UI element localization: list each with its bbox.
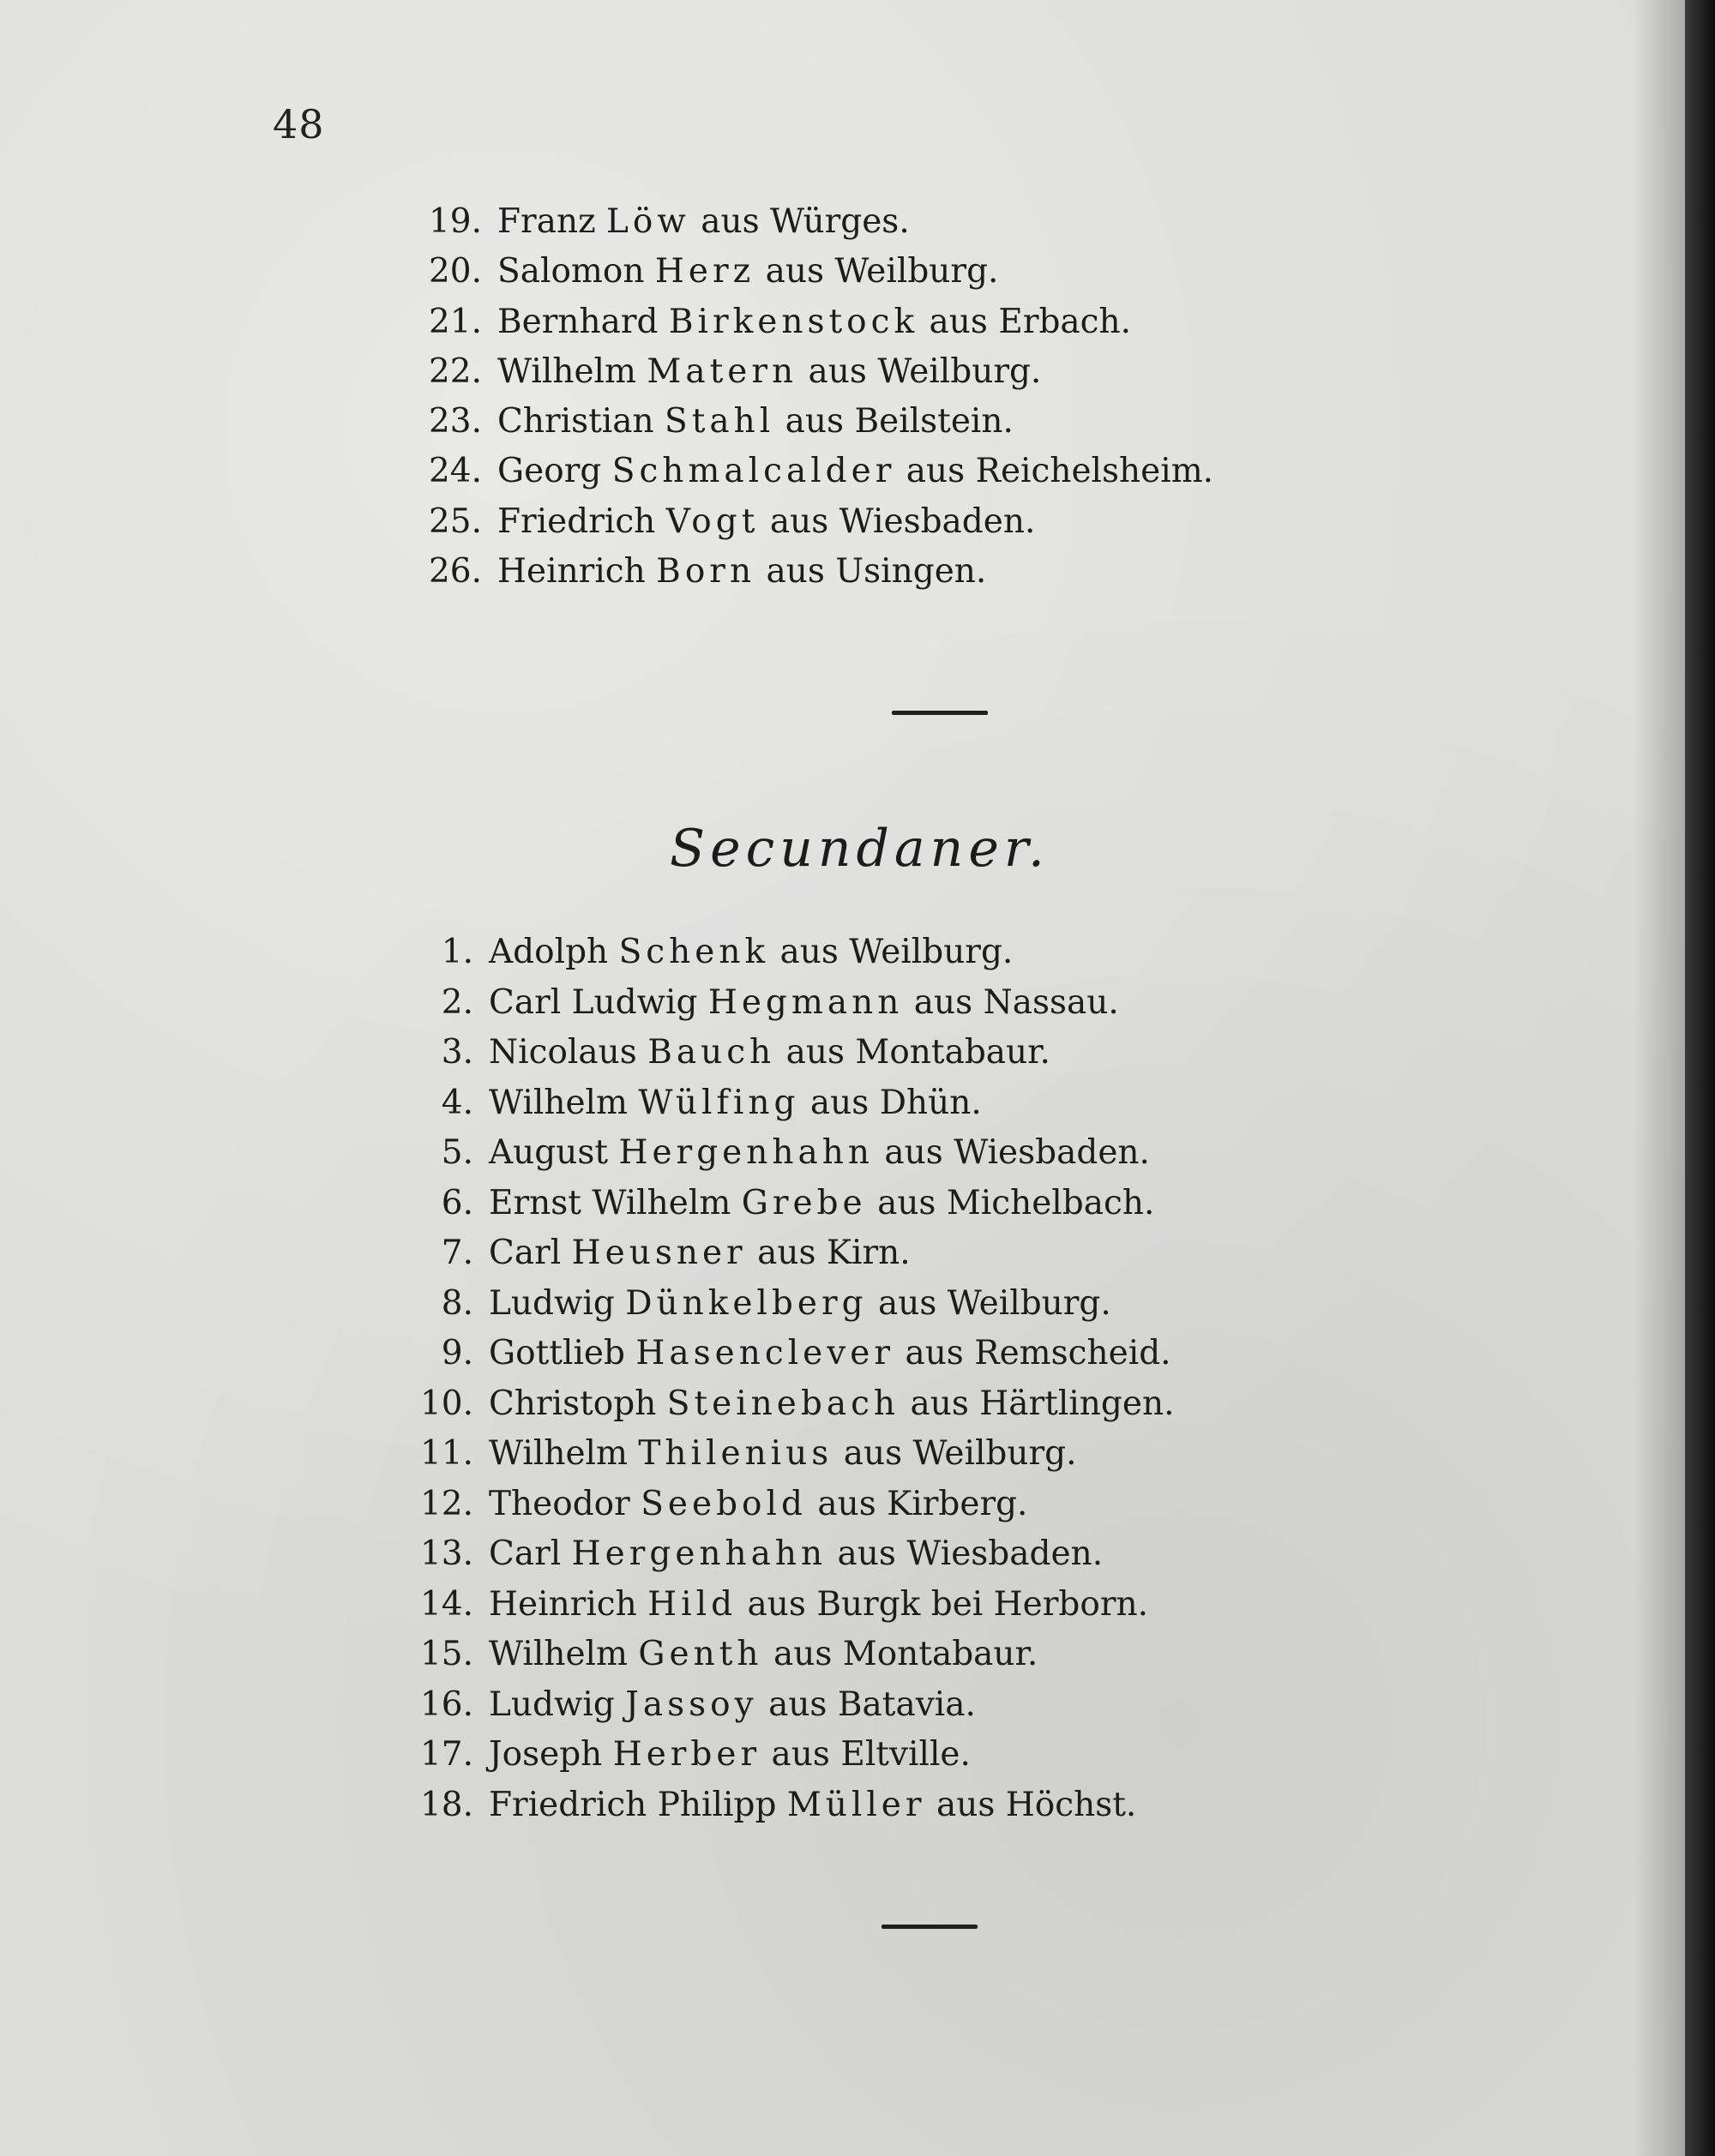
place-of-origin: Beilstein.: [854, 402, 1014, 441]
list-item: [403, 1179, 1174, 1229]
first-name: Wilhelm: [489, 1434, 628, 1473]
preposition: aus: [877, 1183, 936, 1222]
place-of-origin: Nassau.: [983, 982, 1119, 1022]
entry-number: 15.: [419, 1635, 473, 1673]
secundaner-list: [403, 928, 1174, 1830]
preposition: aus: [877, 1283, 937, 1323]
first-name: Christian: [497, 402, 654, 441]
first-name: August: [489, 1133, 609, 1172]
surname: Hegmann: [707, 982, 904, 1022]
first-name: Franz: [497, 202, 596, 241]
entry-number: 26.: [428, 552, 482, 592]
entry-number: 1.: [441, 933, 473, 971]
section-divider-bottom: [882, 1925, 978, 1929]
preposition: aus: [785, 402, 845, 441]
entry-number: 4.: [441, 1083, 473, 1122]
list-item: [403, 1078, 1174, 1129]
preposition: aus: [837, 1534, 896, 1573]
surname: Jassoy: [625, 1685, 758, 1724]
first-name: Friedrich: [497, 501, 656, 541]
place-of-origin: Remscheid.: [974, 1334, 1171, 1372]
entry-number: 8.: [441, 1283, 473, 1323]
first-name: Nicolaus: [489, 1033, 637, 1072]
preposition: aus: [884, 1133, 943, 1172]
entry-number: 18.: [419, 1785, 473, 1824]
surname: Thilenius: [638, 1434, 833, 1473]
surname: Dünkelberg: [625, 1283, 868, 1323]
preposition: aus: [817, 1484, 876, 1523]
list-item: [412, 197, 1213, 247]
surname: Müller: [786, 1785, 926, 1824]
preposition: aus: [769, 501, 829, 541]
first-name: Heinrich: [489, 1584, 637, 1624]
section-divider-top: [892, 711, 988, 715]
place-of-origin: Härtlingen.: [979, 1384, 1175, 1423]
surname: Genth: [638, 1635, 763, 1673]
first-name: Carl: [489, 1234, 562, 1272]
surname: Schmalcalder: [611, 452, 896, 491]
place-of-origin: Burgk bei Herborn.: [816, 1584, 1148, 1624]
first-name: Carl: [489, 1534, 562, 1573]
entry-number: 13.: [419, 1534, 473, 1573]
place-of-origin: Wiesbaden.: [906, 1534, 1104, 1573]
first-name: Georg: [497, 452, 602, 491]
list-item: [403, 1429, 1174, 1480]
place-of-origin: Dhün.: [879, 1083, 982, 1122]
surname: Löw: [606, 202, 690, 241]
first-name: Salomon: [497, 252, 645, 291]
preposition: aus: [757, 1234, 816, 1272]
entry-number: 14.: [419, 1584, 473, 1624]
surname: Heusner: [571, 1234, 747, 1272]
list-item: [403, 1329, 1174, 1379]
place-of-origin: Michelbach.: [946, 1183, 1155, 1222]
surname: Hergenhahn: [618, 1133, 874, 1172]
surname: Wülfing: [638, 1083, 800, 1122]
list-item: [403, 1680, 1174, 1731]
surname: Steinebach: [666, 1384, 900, 1423]
place-of-origin: Höchst.: [1005, 1785, 1137, 1824]
place-of-origin: Montabaur.: [855, 1033, 1050, 1072]
list-item: [403, 1480, 1174, 1530]
place-of-origin: Wiesbaden.: [839, 501, 1036, 541]
first-name: Ludwig: [489, 1283, 615, 1323]
page-number: 48: [273, 101, 325, 147]
first-name: Friedrich Philipp: [489, 1785, 777, 1824]
preposition: aus: [771, 1735, 830, 1774]
preposition: aus: [765, 252, 824, 291]
entry-number: 20.: [428, 252, 482, 291]
list-item: [403, 1279, 1174, 1330]
preposition: aus: [766, 552, 825, 592]
surname: Hergenhahn: [571, 1534, 827, 1573]
entry-number: 24.: [428, 452, 482, 491]
first-name: Heinrich: [497, 552, 646, 592]
first-name: Wilhelm: [489, 1083, 628, 1122]
preposition: aus: [808, 351, 867, 391]
entry-number: 17.: [419, 1735, 473, 1774]
list-item: [412, 497, 1213, 547]
preposition: aus: [747, 1584, 806, 1624]
section-heading: Secundaner.: [670, 819, 1050, 879]
surname: Stahl: [665, 402, 775, 441]
place-of-origin: Weilburg.: [849, 933, 1014, 971]
list-item: [403, 1128, 1174, 1179]
first-name: Bernhard: [497, 302, 659, 341]
preposition: aus: [701, 202, 760, 241]
first-name: Wilhelm: [497, 351, 636, 391]
entry-number: 5.: [441, 1133, 473, 1172]
list-item: [403, 928, 1174, 978]
entry-number: 21.: [428, 302, 482, 341]
place-of-origin: Montabaur.: [842, 1635, 1038, 1673]
surname: Born: [656, 552, 756, 592]
place-of-origin: Usingen.: [835, 552, 987, 592]
list-item: [403, 1781, 1174, 1831]
preposition: aus: [779, 933, 839, 971]
place-of-origin: Würges.: [770, 202, 910, 241]
list-item: [403, 978, 1174, 1029]
surname: Bauch: [647, 1033, 776, 1072]
first-name: Christoph: [489, 1384, 657, 1423]
first-name: Wilhelm: [489, 1635, 628, 1673]
list-item: [412, 397, 1213, 447]
place-of-origin: Kirberg.: [887, 1484, 1028, 1523]
entry-number: 6.: [441, 1183, 473, 1222]
place-of-origin: Reichelsheim.: [975, 452, 1214, 491]
preposition: aus: [905, 1334, 964, 1372]
entry-number: 16.: [419, 1685, 473, 1724]
place-of-origin: Wiesbaden.: [954, 1133, 1150, 1172]
entry-number: 7.: [441, 1234, 473, 1272]
first-name: Carl Ludwig: [489, 982, 698, 1022]
gutter-shadow: [1634, 0, 1685, 2156]
entry-number: 23.: [428, 402, 482, 441]
first-name: Gottlieb: [489, 1334, 625, 1372]
surname: Birkenstock: [668, 302, 919, 341]
list-item: [403, 1580, 1174, 1631]
student-list-continued: [412, 197, 1213, 597]
first-name: Ludwig: [489, 1685, 615, 1724]
entry-number: 9.: [441, 1334, 473, 1372]
preposition: aus: [809, 1083, 870, 1122]
list-item: [412, 247, 1213, 297]
surname: Vogt: [665, 501, 760, 541]
place-of-origin: Weilburg.: [947, 1283, 1111, 1323]
preposition: aus: [768, 1685, 827, 1724]
place-of-origin: Weilburg.: [912, 1434, 1077, 1473]
place-of-origin: Kirn.: [826, 1234, 911, 1272]
preposition: aus: [910, 1384, 969, 1423]
first-name: Joseph: [489, 1735, 603, 1774]
entry-number: 10.: [419, 1384, 473, 1423]
list-item: [403, 1379, 1174, 1430]
preposition: aus: [929, 302, 988, 341]
list-item: [403, 1630, 1174, 1680]
entry-number: 2.: [441, 982, 473, 1022]
list-item: [412, 297, 1213, 347]
first-name: Ernst Wilhelm: [489, 1183, 731, 1222]
surname: Herber: [612, 1735, 761, 1774]
list-item: [403, 1730, 1174, 1781]
first-name: Theodor: [489, 1484, 630, 1523]
place-of-origin: Eltville.: [840, 1735, 971, 1774]
list-item: [403, 1028, 1174, 1078]
surname: Herz: [654, 252, 755, 291]
place-of-origin: Weilburg.: [834, 252, 999, 291]
book-spine: [1685, 0, 1715, 2156]
list-item: [403, 1228, 1174, 1279]
surname: Hasenclever: [635, 1334, 895, 1372]
place-of-origin: Weilburg.: [877, 351, 1042, 391]
preposition: aus: [785, 1033, 845, 1072]
surname: Hild: [647, 1584, 737, 1624]
surname: Seebold: [641, 1484, 807, 1523]
list-item: [412, 347, 1213, 397]
preposition: aus: [843, 1434, 903, 1473]
list-item: [412, 547, 1213, 597]
preposition: aus: [773, 1635, 833, 1673]
surname: Matern: [647, 351, 798, 391]
place-of-origin: Batavia.: [837, 1685, 976, 1724]
entry-number: 11.: [419, 1434, 473, 1473]
entry-number: 25.: [428, 501, 482, 541]
entry-number: 12.: [419, 1484, 473, 1523]
surname: Grebe: [741, 1183, 867, 1222]
list-item: [412, 447, 1213, 496]
first-name: Adolph: [489, 933, 609, 971]
preposition: aus: [936, 1785, 996, 1824]
preposition: aus: [906, 452, 966, 491]
place-of-origin: Erbach.: [998, 302, 1132, 341]
preposition: aus: [913, 982, 973, 1022]
entry-number: 22.: [428, 351, 482, 391]
entry-number: 3.: [441, 1033, 473, 1072]
entry-number: 19.: [428, 202, 482, 241]
surname: Schenk: [618, 933, 770, 971]
list-item: [403, 1529, 1174, 1580]
